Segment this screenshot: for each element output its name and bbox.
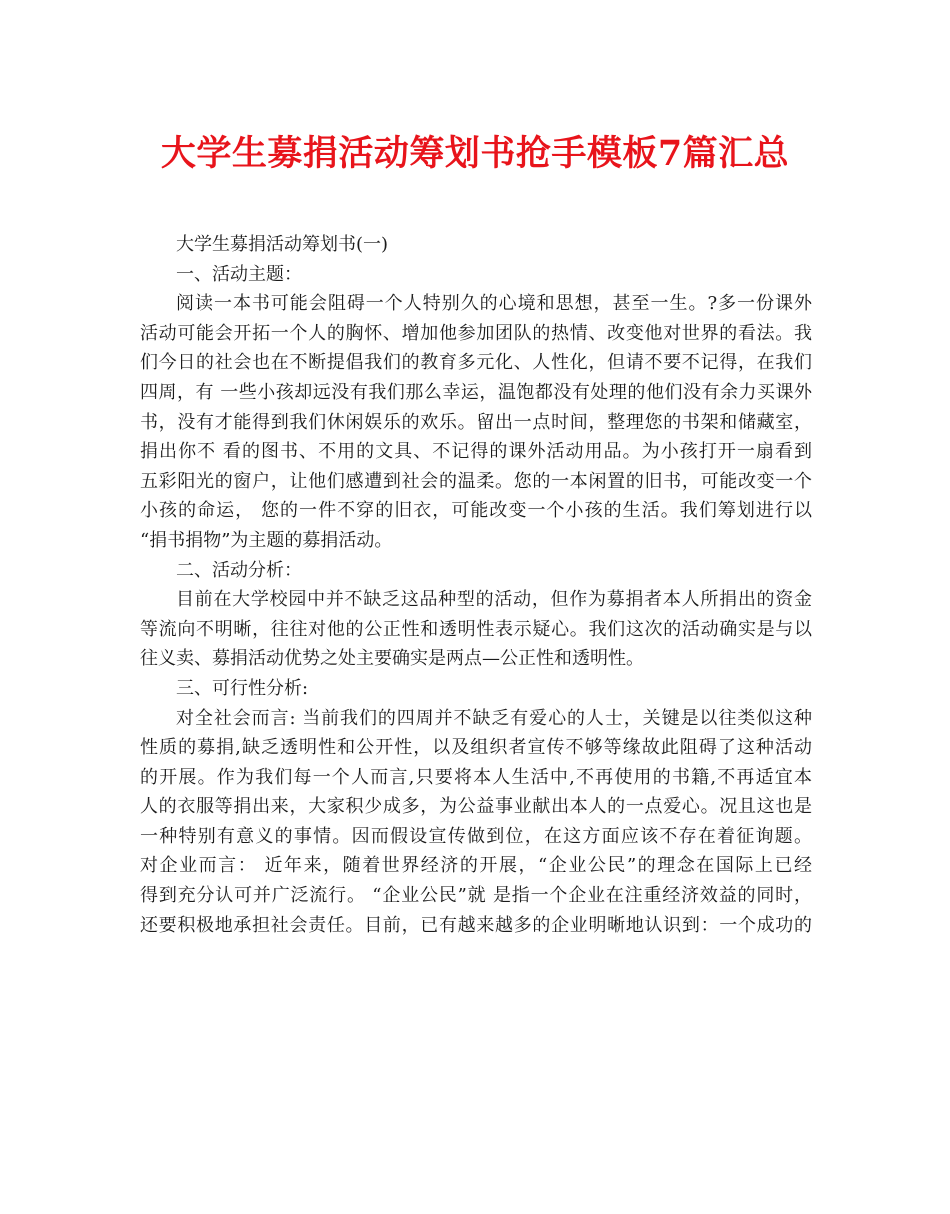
text-line: 人的衣服等捐出来，大家积少成多，为公益事业献出本人的一点爱心。况且这也是 [140,796,812,818]
text-line: “捐书捐物”为主题的募捐活动。 [140,529,393,551]
text-line: 对企业而言： 近年来，随着世界经济的开展，“企业公民”的理念在国际上已经 [140,855,812,877]
document-body [140,230,812,940]
text-line: 一种特别有意义的事情。因而假设宣传做到位，在这方面应该不存在着征询题。 [140,825,812,847]
text-line: 二、活动分析： [176,559,302,581]
text-line: 往义卖、募捐活动优势之处主要确实是两点—公正性和透明性。 [140,648,644,670]
text-line: 小孩的命运， 您的一件不穿的旧衣，可能改变一个小孩的生活。我们筹划进行以 [140,500,812,522]
text-line: 大学生募捐活动筹划书(一) [176,234,389,255]
text-line: 得到充分认可并广泛流行。 “企业公民”就 是指一个企业在注重经济效益的同时， [140,885,812,907]
text-line: 三、可行性分析: [176,677,309,699]
text-line: 目前在大学校园中并不缺乏这品种型的活动，但作为募捐者本人所捐出的资金 [176,589,812,611]
text-line: 四周，有 一些小孩却远没有我们那么幸运，温饱都没有处理的他们没有余力买课外 [140,381,812,403]
text-line: 五彩阳光的窗户，让他们感遭到社会的温柔。您的一本闲置的旧书，可能改变一个 [140,470,812,492]
text-line: 们今日的社会也在不断提倡我们的教育多元化、人性化，但请不要不记得，在我们 [140,352,812,374]
document-title: 大学生募捐活动筹划书抢手模板7篇汇总 [160,133,790,174]
text-line: 书，没有才能得到我们休闲娱乐的欢乐。留出一点时间，整理您的书架和储藏室， [140,411,812,433]
text-line: 阅读一本书可能会阻碍一个人特别久的心境和思想，甚至一生。?多一份课外 [176,293,812,315]
text-line: 活动可能会开拓一个人的胸怀、增加他参加团队的热情、改变他对世界的看法。我 [140,322,812,344]
text-line: 还要积极地承担社会责任。目前，已有越来越多的企业明晰地认识到：一个成功的 [140,914,812,936]
text-line: 对全社会而言: 当前我们的四周并不缺乏有爱心的人士，关键是以往类似这种 [176,707,812,729]
text-line: 性质的募捐,缺乏透明性和公开性，以及组织者宣传不够等缘故此阻碍了这种活动 [140,737,812,759]
text-line: 捐出你不 看的图书、不用的文具、不记得的课外活动用品。为小孩打开一扇看到 [140,441,812,463]
text-line: 一、活动主题： [176,263,302,285]
text-line: 等流向不明晰，往往对他的公正性和透明性表示疑心。我们这次的活动确实是与以 [140,618,812,640]
text-line: 的开展。作为我们每一个人而言,只要将本人生活中,不再使用的书籍,不再适宜本 [140,766,812,788]
